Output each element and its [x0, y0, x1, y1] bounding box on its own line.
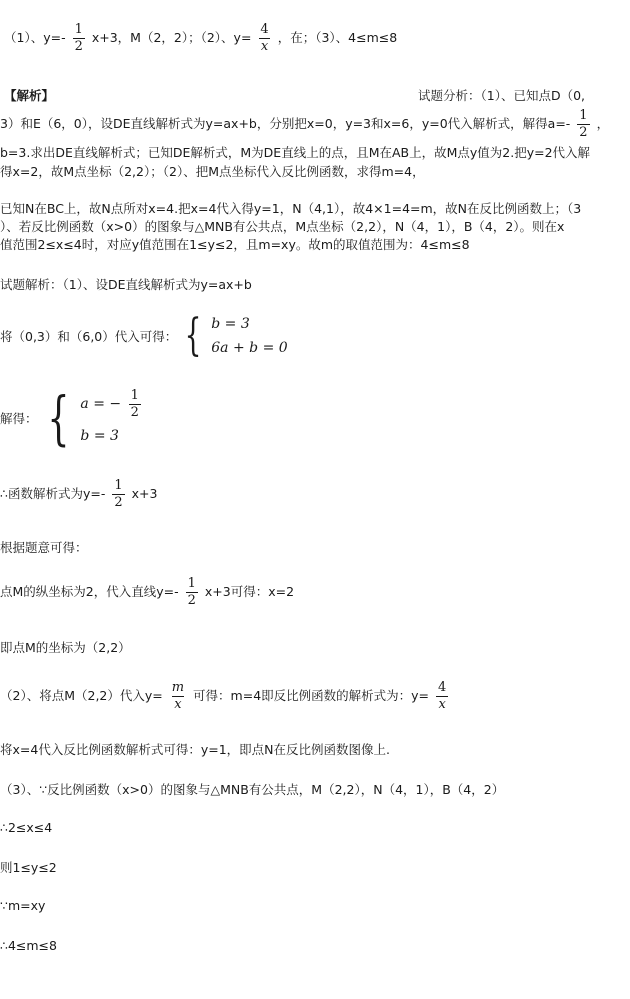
analysis-line-2: 3）和E（6，0），设DE直线解析式为y=ax+b，分别把x=0，y=3和x=6，y=0代入解析式，解得a=- $\frac{1}{2}$ ， [0, 108, 610, 140]
answer-line [4, 22, 397, 55]
fraction-four-over-x: $\frac{4}{x}$ [438, 680, 447, 712]
analysis-header: 【解析】 [4, 88, 55, 103]
fraction-one-half: $\frac{1}{2}$ [74, 22, 83, 54]
analysis-intro: 试题分析：（1）、已知点D（0, [418, 88, 586, 103]
equation: a = − $\frac{1}{2}$ [80, 387, 139, 420]
solution-line-8: （2）、将点M（2,2）代入y= $\frac{m}{x}$ 可得：m=4即反比例函数的解析式为：y= $\frac{4}{x}$ [0, 680, 447, 712]
solution-line-11: ∴2≤x≤4 [0, 820, 53, 835]
solution-line-13: ∵m=xy [0, 898, 46, 913]
analysis-line-5: 已知N在BC上，故N点所对x=4.把x=4代入得y=1，N（4,1），故4×1=4=m，故N在反比例函数上；（3 [0, 201, 582, 216]
fraction-one-half: $\frac{1}{2}$ [114, 478, 123, 510]
answer-part1: （1）、y=- [4, 30, 66, 45]
equation: b = 3 [211, 316, 250, 332]
solution-line-12: 则1≤y≤2 [0, 860, 57, 875]
solution-line-1: 试题解析：（1）、设DE直线解析式为y=ax+b [0, 277, 252, 292]
fraction-four-over-x: $\frac{4}{x}$ [260, 22, 269, 54]
analysis-line-7: 值范围2≤x≤4时，对应y值范围在1≤y≤2，且m=xy。故m的取值范围为：4≤m≤8 [0, 237, 470, 252]
analysis-line-4: 得x=2，故M点坐标（2,2）；（2）、把M点坐标代入反比例函数，求得m=4， [0, 164, 425, 179]
left-brace-icon: { [46, 384, 70, 452]
solution-line-14: ∴4≤m≤8 [0, 938, 57, 953]
equation-system-1: 将（0,3）和（6,0）代入可得： { b = 3 6a + b = 0 [0, 310, 288, 361]
solution-line-9: 将x=4代入反比例函数解析式可得：y=1，即点N在反比例函数图像上. [0, 742, 390, 757]
solution-line-6: 点M的纵坐标为2，代入直线y=- $\frac{1}{2}$ x+3可得：x=2 [0, 576, 295, 608]
analysis-line-3: b=3.求出DE直线解析式；已知DE解析式，M为DE直线上的点，且M在AB上，故M点y值为2.把y=2代入解 [0, 145, 591, 160]
equation: 6a + b = 0 [211, 340, 288, 356]
answer-part3: ，在；（3）、4≤m≤8 [277, 30, 398, 45]
answer-part2: x+3，M（2，2）；（2）、y= [91, 30, 252, 45]
left-brace-icon: { [184, 310, 202, 361]
solution-line-7: 即点M的坐标为（2,2） [0, 640, 131, 655]
fraction-one-half: $\frac{1}{2}$ [187, 576, 196, 608]
fraction-one-half: $\frac{1}{2}$ [579, 108, 588, 140]
solution-line-5: 根据题意可得： [0, 540, 88, 555]
analysis-line-6: ）、若反比例函数（x>0）的图象与△MNB有公共点，M点坐标（2,2），N（4，1），B（4，2）。则在x [0, 219, 565, 234]
fraction-m-over-x: $\frac{m}{x}$ [171, 680, 185, 712]
fraction-one-half: $\frac{1}{2}$ [130, 387, 139, 420]
equation-system-2: 解得： { a = − $\frac{1}{2}$ b = 3 [0, 386, 144, 450]
equation: b = 3 [80, 428, 119, 444]
solution-line-4: ∴函数解析式为y=- $\frac{1}{2}$ x+3 [0, 478, 158, 510]
solution-line-10: （3）、∵反比例函数（x>0）的图象与△MNB有公共点，M（2,2），N（4，1），B（4，2） [0, 782, 505, 797]
